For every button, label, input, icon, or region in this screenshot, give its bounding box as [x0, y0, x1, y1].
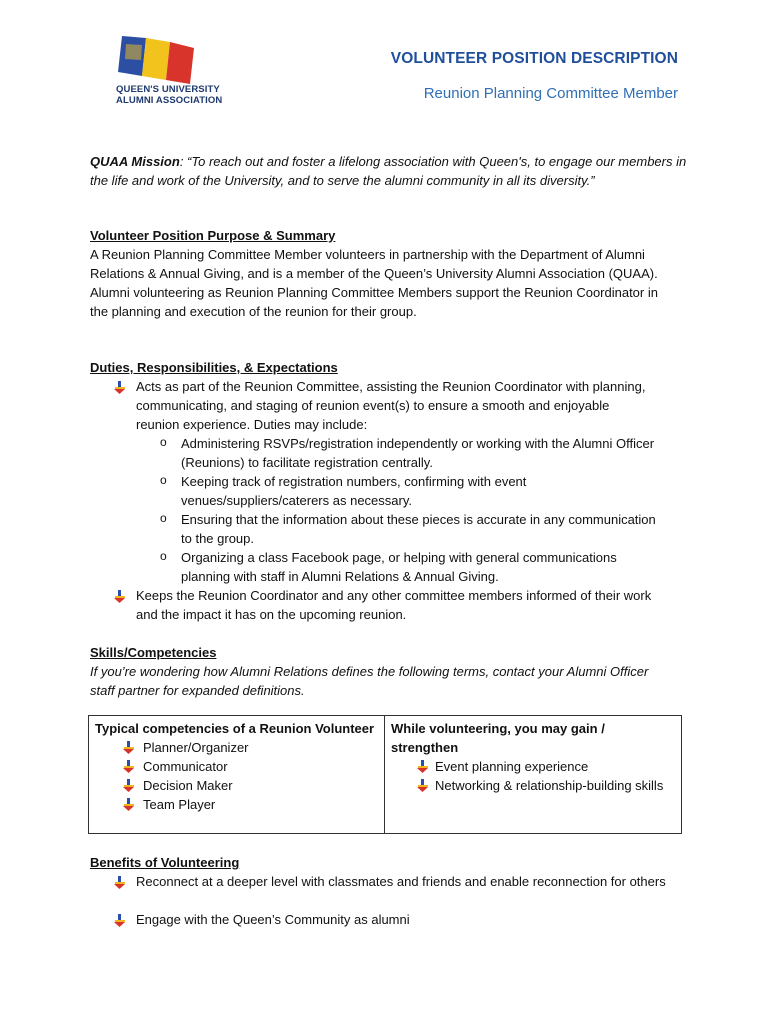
sub-bullet-marker: o — [160, 435, 167, 449]
mission-statement — [90, 152, 690, 190]
list-item — [391, 776, 675, 795]
purpose-heading: Volunteer Position Purpose & Summary — [90, 228, 336, 243]
gains-cell — [385, 716, 682, 834]
competency-item: Decision Maker — [143, 778, 233, 793]
page-subtitle: Reunion Planning Committee Member — [423, 85, 678, 102]
arrow-bullet-icon — [121, 798, 137, 812]
page-title: VOLUNTEER POSITION DESCRIPTION — [390, 50, 678, 67]
competency-item: Communicator — [143, 759, 228, 774]
competency-item: Team Player — [143, 797, 216, 812]
sub-bullet-marker: o — [160, 473, 167, 487]
duty-bullet-2: Keeps the Reunion Coordinator and any other committee members informed of their work and the impact it has on the upcoming reunion. — [136, 588, 652, 622]
duty-sub-4: Organizing a class Facebook page, or helping with general communications planning with staff in Alumni Relations & Annual Giving. — [181, 550, 617, 584]
arrow-bullet-icon — [121, 741, 137, 755]
gains-heading: While volunteering, you may gain / strengthen — [391, 721, 605, 755]
arrow-bullet-icon — [112, 914, 128, 928]
sub-bullet-marker: o — [160, 549, 167, 563]
logo-line-1: QUEEN'S UNIVERSITY — [116, 84, 220, 95]
mission-text: : “To reach out and foster a lifelong association with Queen's, to engage our members in the life and work of the University, and to serve the alumni community in all its diversity.” — [90, 154, 687, 188]
purpose-paragraph-2: Alumni volunteering as Reunion Planning Committee Members support the Reunion Coordinator in the planning and execution of the reunion for their group. — [90, 285, 658, 319]
table-row — [89, 716, 682, 834]
competency-item: Planner/Organizer — [143, 740, 249, 755]
competencies-heading: Typical competencies of a Reunion Volunteer — [95, 721, 375, 736]
competencies-cell — [89, 716, 385, 834]
duties-heading: Duties, Responsibilities, & Expectations — [90, 360, 338, 375]
purpose-section — [90, 226, 670, 321]
gain-item: Event planning experience — [435, 759, 589, 774]
list-item — [95, 738, 378, 757]
list-item — [95, 795, 378, 814]
list-item — [95, 776, 378, 795]
logo-wordmark — [116, 84, 222, 106]
duty-sub-3: Ensuring that the information about these pieces is accurate in any communication to the group. — [181, 512, 656, 546]
list-item — [95, 757, 378, 776]
arrow-bullet-icon — [415, 779, 431, 793]
competencies-table — [88, 715, 682, 834]
duty-sub-1: Administering RSVPs/registration independently or working with the Alumni Officer (Reunions) to facilitate registration centrally. — [181, 436, 655, 470]
benefit-item-2: Engage with the Queen’s Community as alumni — [136, 912, 410, 927]
arrow-bullet-icon — [112, 381, 128, 395]
arrow-bullet-icon — [121, 760, 137, 774]
arrow-bullet-icon — [415, 760, 431, 774]
duty-bullet-1: Acts as part of the Reunion Committee, assisting the Reunion Coordinator with planning, communicating, and staging of reunion event(s) to ensure a smooth and enjoyable reunion experience. Duties may include: — [136, 379, 646, 432]
arrow-bullet-icon — [112, 876, 128, 890]
list-item — [391, 757, 675, 776]
sub-bullet-marker: o — [160, 511, 167, 525]
duty-sub-2: Keeping track of registration numbers, confirming with event venues/suppliers/caterers as necessary. — [181, 474, 527, 508]
arrow-bullet-icon — [121, 779, 137, 793]
benefit-item-1: Reconnect at a deeper level with classmates and friends and enable reconnection for others — [136, 874, 666, 889]
benefits-heading: Benefits of Volunteering — [90, 855, 240, 870]
arrow-bullet-icon — [112, 590, 128, 604]
gain-item: Networking & relationship-building skills — [435, 778, 664, 793]
skills-section — [90, 643, 670, 700]
purpose-paragraph-1: A Reunion Planning Committee Member volunteers in partnership with the Department of Alumni Relations & Annual Giving, and is a member of the Queen’s University Alumni Association (QUAA). — [90, 247, 658, 281]
mission-label: QUAA Mission — [90, 154, 180, 169]
logo-line-2: ALUMNI ASSOCIATION — [116, 95, 223, 106]
skills-heading: Skills/Competencies — [90, 645, 217, 660]
skills-note: If you’re wondering how Alumni Relations defines the following terms, contact your Alumni Officer staff partner for expanded definitions. — [90, 664, 649, 698]
